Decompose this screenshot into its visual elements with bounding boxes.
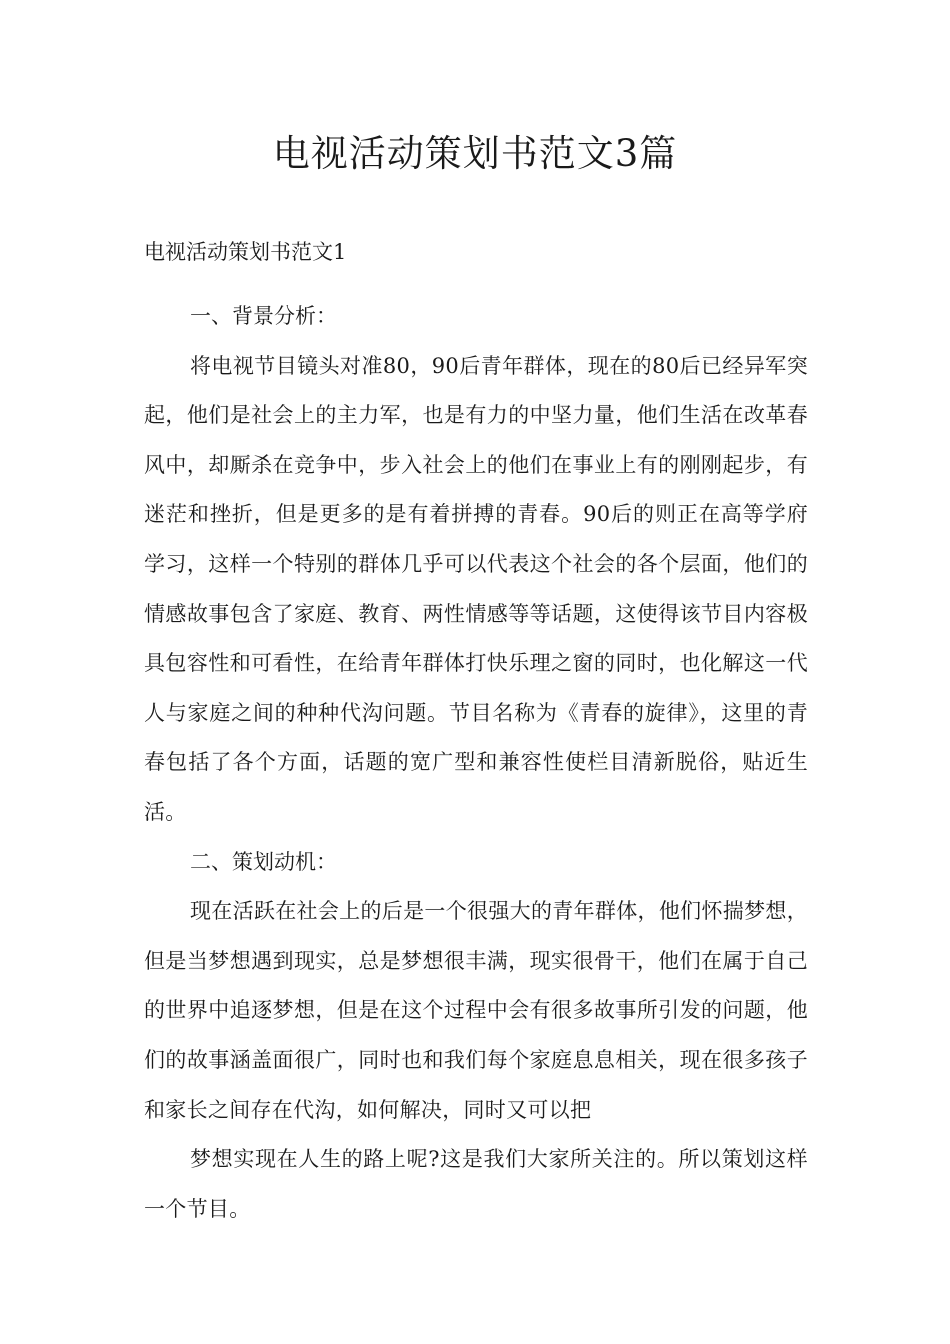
document-title: 电视活动策划书范文3篇 [272, 132, 678, 175]
document-subtitle: 电视活动策划书范文1 [144, 240, 347, 264]
paragraph-motivation-2: 梦想实现在人生的路上呢?这是我们大家所关注的。所以策划这样一个节目。 [144, 1147, 808, 1221]
section-heading-background: 一、背景分析： [190, 304, 337, 328]
section-heading-motivation: 二、策划动机： [190, 849, 337, 874]
document-body [144, 233, 808, 1234]
paragraph-motivation-1: 现在活跃在社会上的后是一个很强大的青年群体，他们怀揣梦想，但是当梦想遇到现实，总是梦想很丰满，现实很骨干，他们在属于自己的世界中追逐梦想，但是在这个过程中会有很多故事所引发的问题，他们的故事涵盖面很广，同时也和我们每个家庭息息相关，现在很多孩子和家长之间存在代沟，如何解决，同时又可以把 [144, 899, 808, 1122]
paragraph-background: 将电视节目镜头对准80，90后青年群体，现在的80后已经异军突起，他们是社会上的主力军，也是有力的中坚力量，他们生活在改革春风中，却厮杀在竞争中，步入社会上的他们在事业上有的刚刚起步，有迷茫和挫折，但是更多的是有着拼搏的青春。90后的则正在高等学府学习，这样一个特别的群体几乎可以代表这个社会的各个层面，他们的情感故事包含了家庭、教育、两性情感等等话题，这使得该节目内容极具包容性和可看性，在给青年群体打快乐理之窗的同时，也化解这一代人与家庭之间的种种代沟问题。节目名称为《青春的旋律》，这里的青春包括了各个方面，话题的宽广型和兼容性使栏目清新脱俗，贴近生活。 [144, 353, 808, 824]
